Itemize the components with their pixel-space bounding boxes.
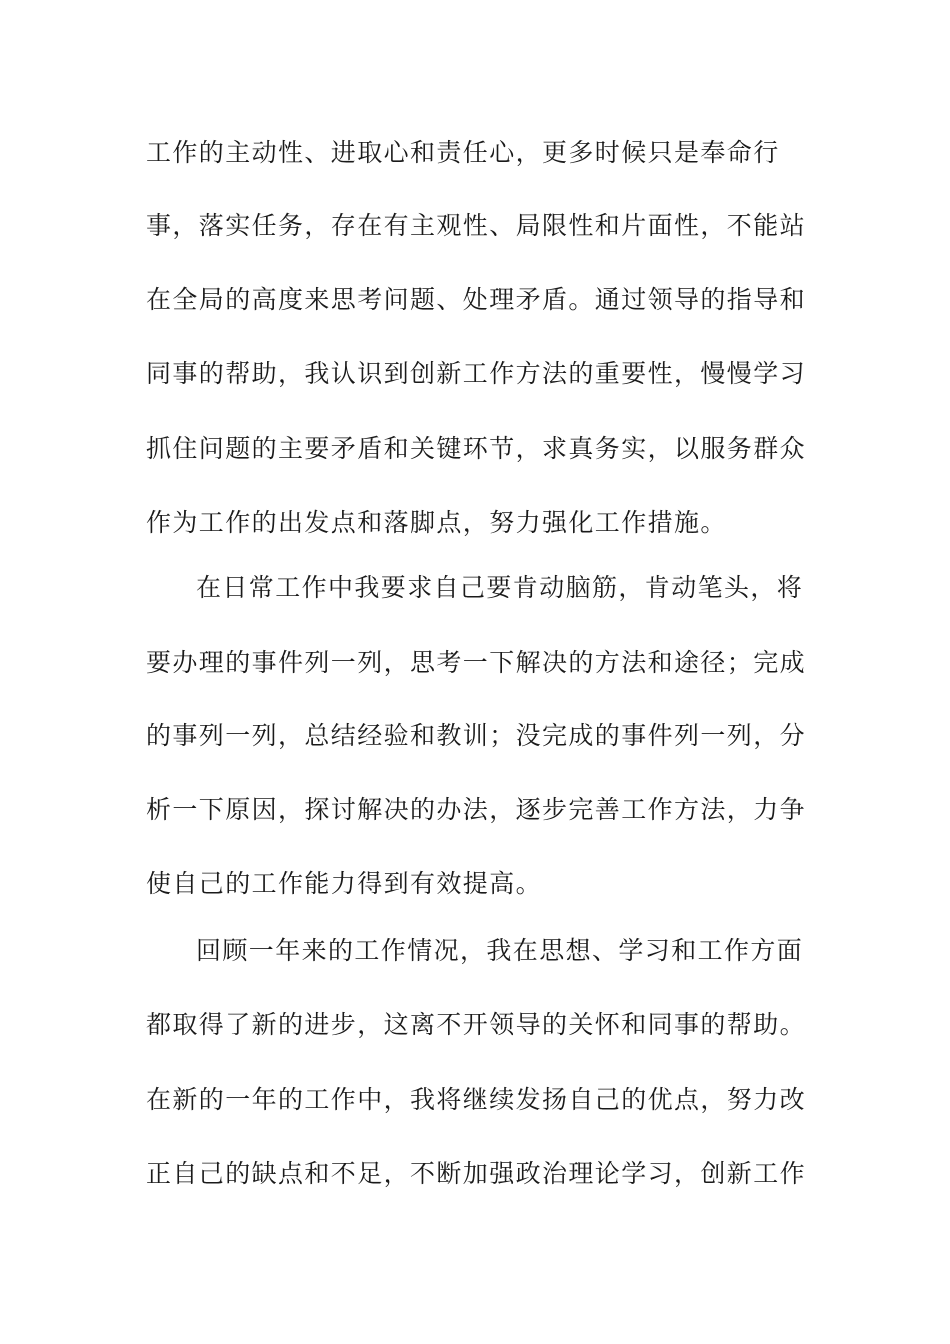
text-line: 作为工作的出发点和落脚点，努力强化工作措施。 [146, 508, 727, 537]
text-line: 在新的一年的工作中，我将继续发扬自己的优点，努力改 [146, 1085, 807, 1114]
text-line: 事，落实任务，存在有主观性、局限性和片面性，不能站 [146, 211, 807, 240]
paragraph-first-line: 在日常工作中我要求自己要肯动脑筋，肯动笔头，将 [196, 573, 804, 602]
text-line: 都取得了新的进步，这离不开领导的关怀和同事的帮助。 [146, 1010, 807, 1039]
text-line: 同事的帮助，我认识到创新工作方法的重要性，慢慢学习 [146, 359, 807, 388]
text-line: 析一下原因，探讨解决的办法，逐步完善工作方法，力争 [146, 795, 807, 824]
text-line: 抓住问题的主要矛盾和关键环节，求真务实，以服务群众 [146, 434, 807, 463]
paragraph-first-line: 回顾一年来的工作情况，我在思想、学习和工作方面 [196, 936, 804, 965]
text-line: 在全局的高度来思考问题、处理矛盾。通过领导的指导和 [146, 285, 807, 314]
text-line: 正自己的缺点和不足，不断加强政治理论学习，创新工作 [146, 1159, 807, 1188]
text-line: 使自己的工作能力得到有效提高。 [146, 869, 543, 898]
text-line: 工作的主动性、进取心和责任心，更多时候只是奉命行 [146, 138, 780, 167]
text-line: 要办理的事件列一列，思考一下解决的方法和途径；完成 [146, 648, 807, 677]
text-line: 的事列一列，总结经验和教训；没完成的事件列一列，分 [146, 721, 807, 750]
